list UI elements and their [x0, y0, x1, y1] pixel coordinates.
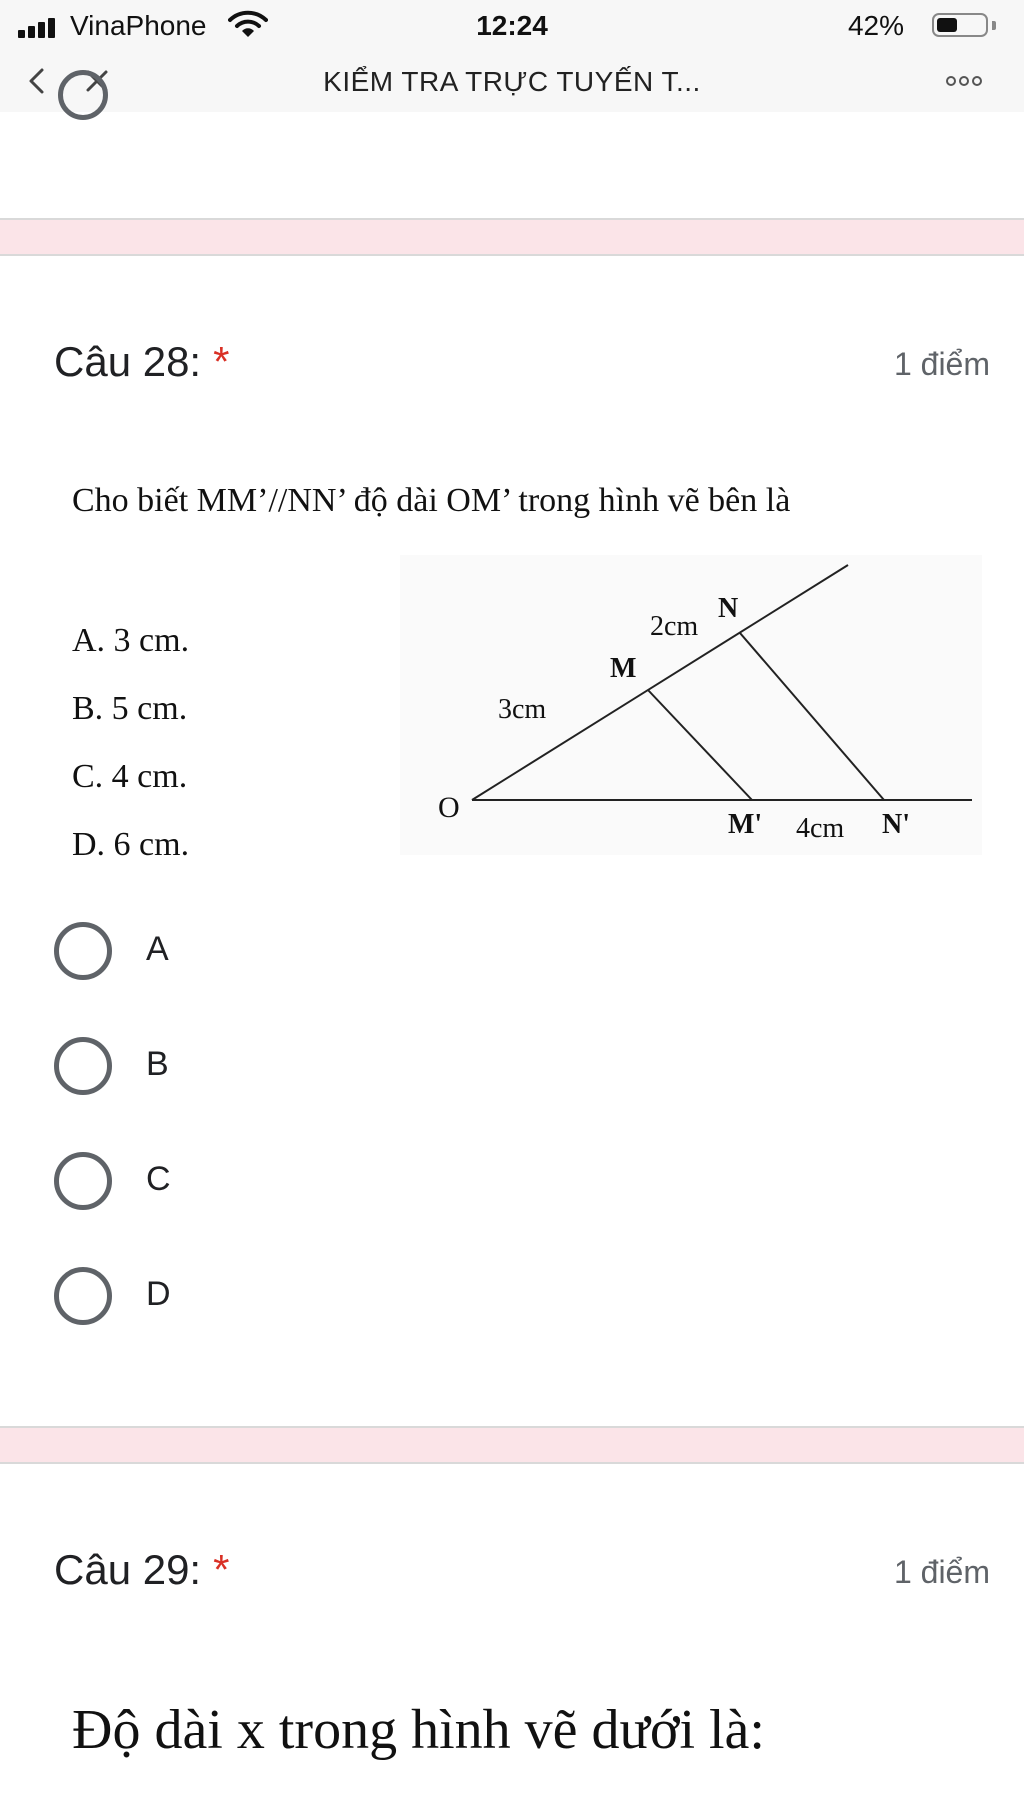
- radio-c[interactable]: [54, 1152, 112, 1210]
- clock: 12:24: [476, 10, 548, 41]
- page-title: KIỂM TRA TRỰC TUYẾN T...: [323, 66, 701, 97]
- back-icon[interactable]: [20, 64, 54, 98]
- choice-d[interactable]: [54, 1265, 954, 1325]
- label-4cm: 4cm: [796, 813, 845, 844]
- status-bar: [0, 0, 1024, 50]
- previous-question-radio[interactable]: [58, 70, 108, 120]
- question-text: Độ dài x trong hình vẽ dưới là:: [72, 1699, 765, 1761]
- option-text-d: D. 6 cm.: [72, 826, 190, 863]
- label-3cm: 3cm: [498, 694, 547, 725]
- choice-a[interactable]: [54, 920, 954, 980]
- required-asterisk: *: [213, 1546, 230, 1593]
- label-2cm: 2cm: [650, 611, 699, 642]
- question-number: Câu 28:: [54, 338, 202, 385]
- question-text: Cho biết MM’//NN’ độ dài OM’ trong hình vẽ bên là: [72, 482, 791, 519]
- battery-icon: [932, 13, 988, 37]
- choice-label: A: [146, 930, 169, 968]
- label-n-prime: N': [882, 809, 910, 840]
- label-o: O: [438, 791, 460, 824]
- choice-label: D: [146, 1275, 171, 1313]
- question-29-title: [54, 1546, 229, 1594]
- nav-bar: [0, 50, 1024, 112]
- radio-b[interactable]: [54, 1037, 112, 1095]
- question-points: 1 điểm: [893, 1554, 990, 1590]
- battery-percent: 42%: [847, 10, 904, 41]
- question-number: Câu 29:: [54, 1546, 202, 1593]
- label-n: N: [718, 593, 739, 624]
- section-divider: [0, 1426, 1024, 1464]
- more-icon[interactable]: [944, 72, 984, 90]
- section-divider: [0, 218, 1024, 256]
- label-m-prime: M': [728, 809, 763, 840]
- question-28-title: [54, 338, 229, 386]
- option-text-b: B. 5 cm.: [72, 690, 188, 727]
- option-text-a: A. 3 cm.: [72, 622, 190, 659]
- choice-label: B: [146, 1045, 169, 1083]
- option-text-c: C. 4 cm.: [72, 758, 188, 795]
- choice-label: C: [146, 1160, 171, 1198]
- question-points: 1 điểm: [893, 346, 990, 382]
- choice-b[interactable]: [54, 1035, 954, 1095]
- radio-a[interactable]: [54, 922, 112, 980]
- radio-d[interactable]: [54, 1267, 112, 1325]
- required-asterisk: *: [213, 338, 230, 385]
- label-m: M: [610, 653, 637, 684]
- geometry-figure: [400, 555, 982, 855]
- battery-tip: [992, 21, 996, 30]
- carrier-name: VinaPhone: [70, 10, 207, 41]
- choice-c[interactable]: [54, 1150, 954, 1210]
